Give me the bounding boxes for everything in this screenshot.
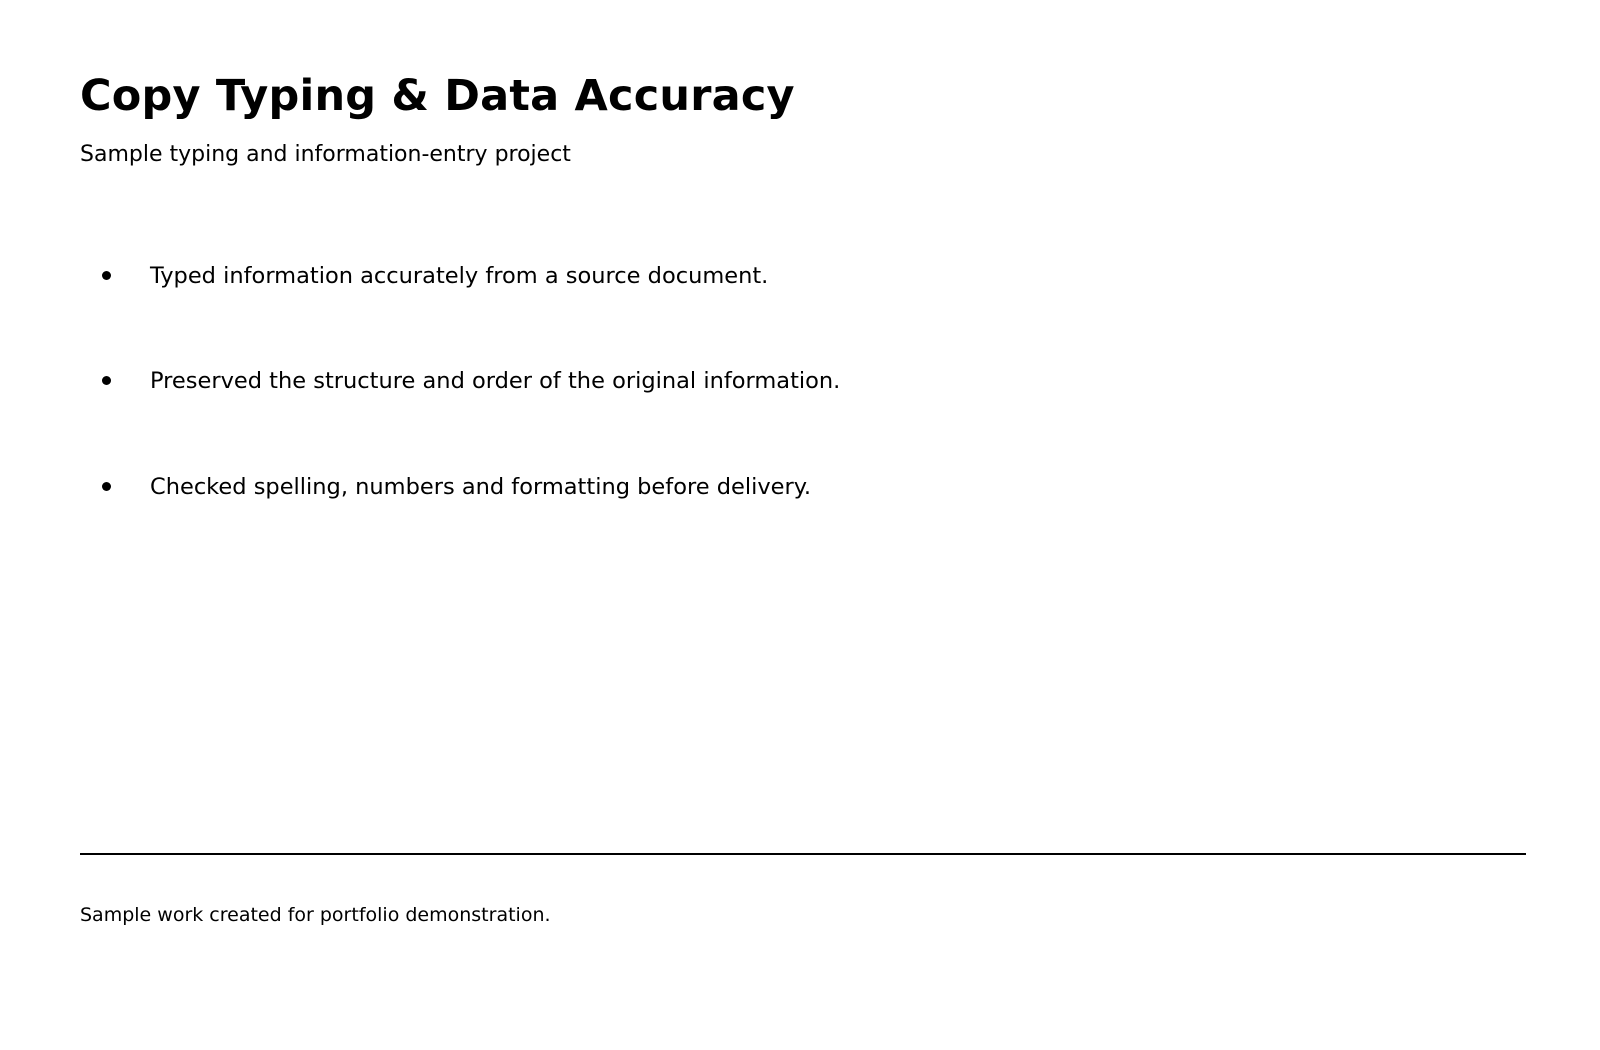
footer-divider bbox=[80, 853, 1526, 855]
bullet-text: Checked spelling, numbers and formatting before delivery. bbox=[150, 474, 812, 500]
bullet-dot-icon bbox=[102, 482, 111, 491]
page-title: Copy Typing & Data Accuracy bbox=[80, 71, 795, 121]
list-item bbox=[80, 469, 1380, 505]
page-subtitle: Sample typing and information-entry project bbox=[80, 142, 571, 167]
bullet-text: Typed information accurately from a source document. bbox=[150, 263, 769, 289]
bullet-dot-icon bbox=[102, 271, 111, 280]
bullet-text: Preserved the structure and order of the original information. bbox=[150, 368, 841, 394]
footer-note: Sample work created for portfolio demonstration. bbox=[80, 904, 551, 926]
list-item bbox=[80, 258, 1380, 294]
list-item bbox=[80, 363, 1380, 399]
bullet-dot-icon bbox=[102, 376, 111, 385]
